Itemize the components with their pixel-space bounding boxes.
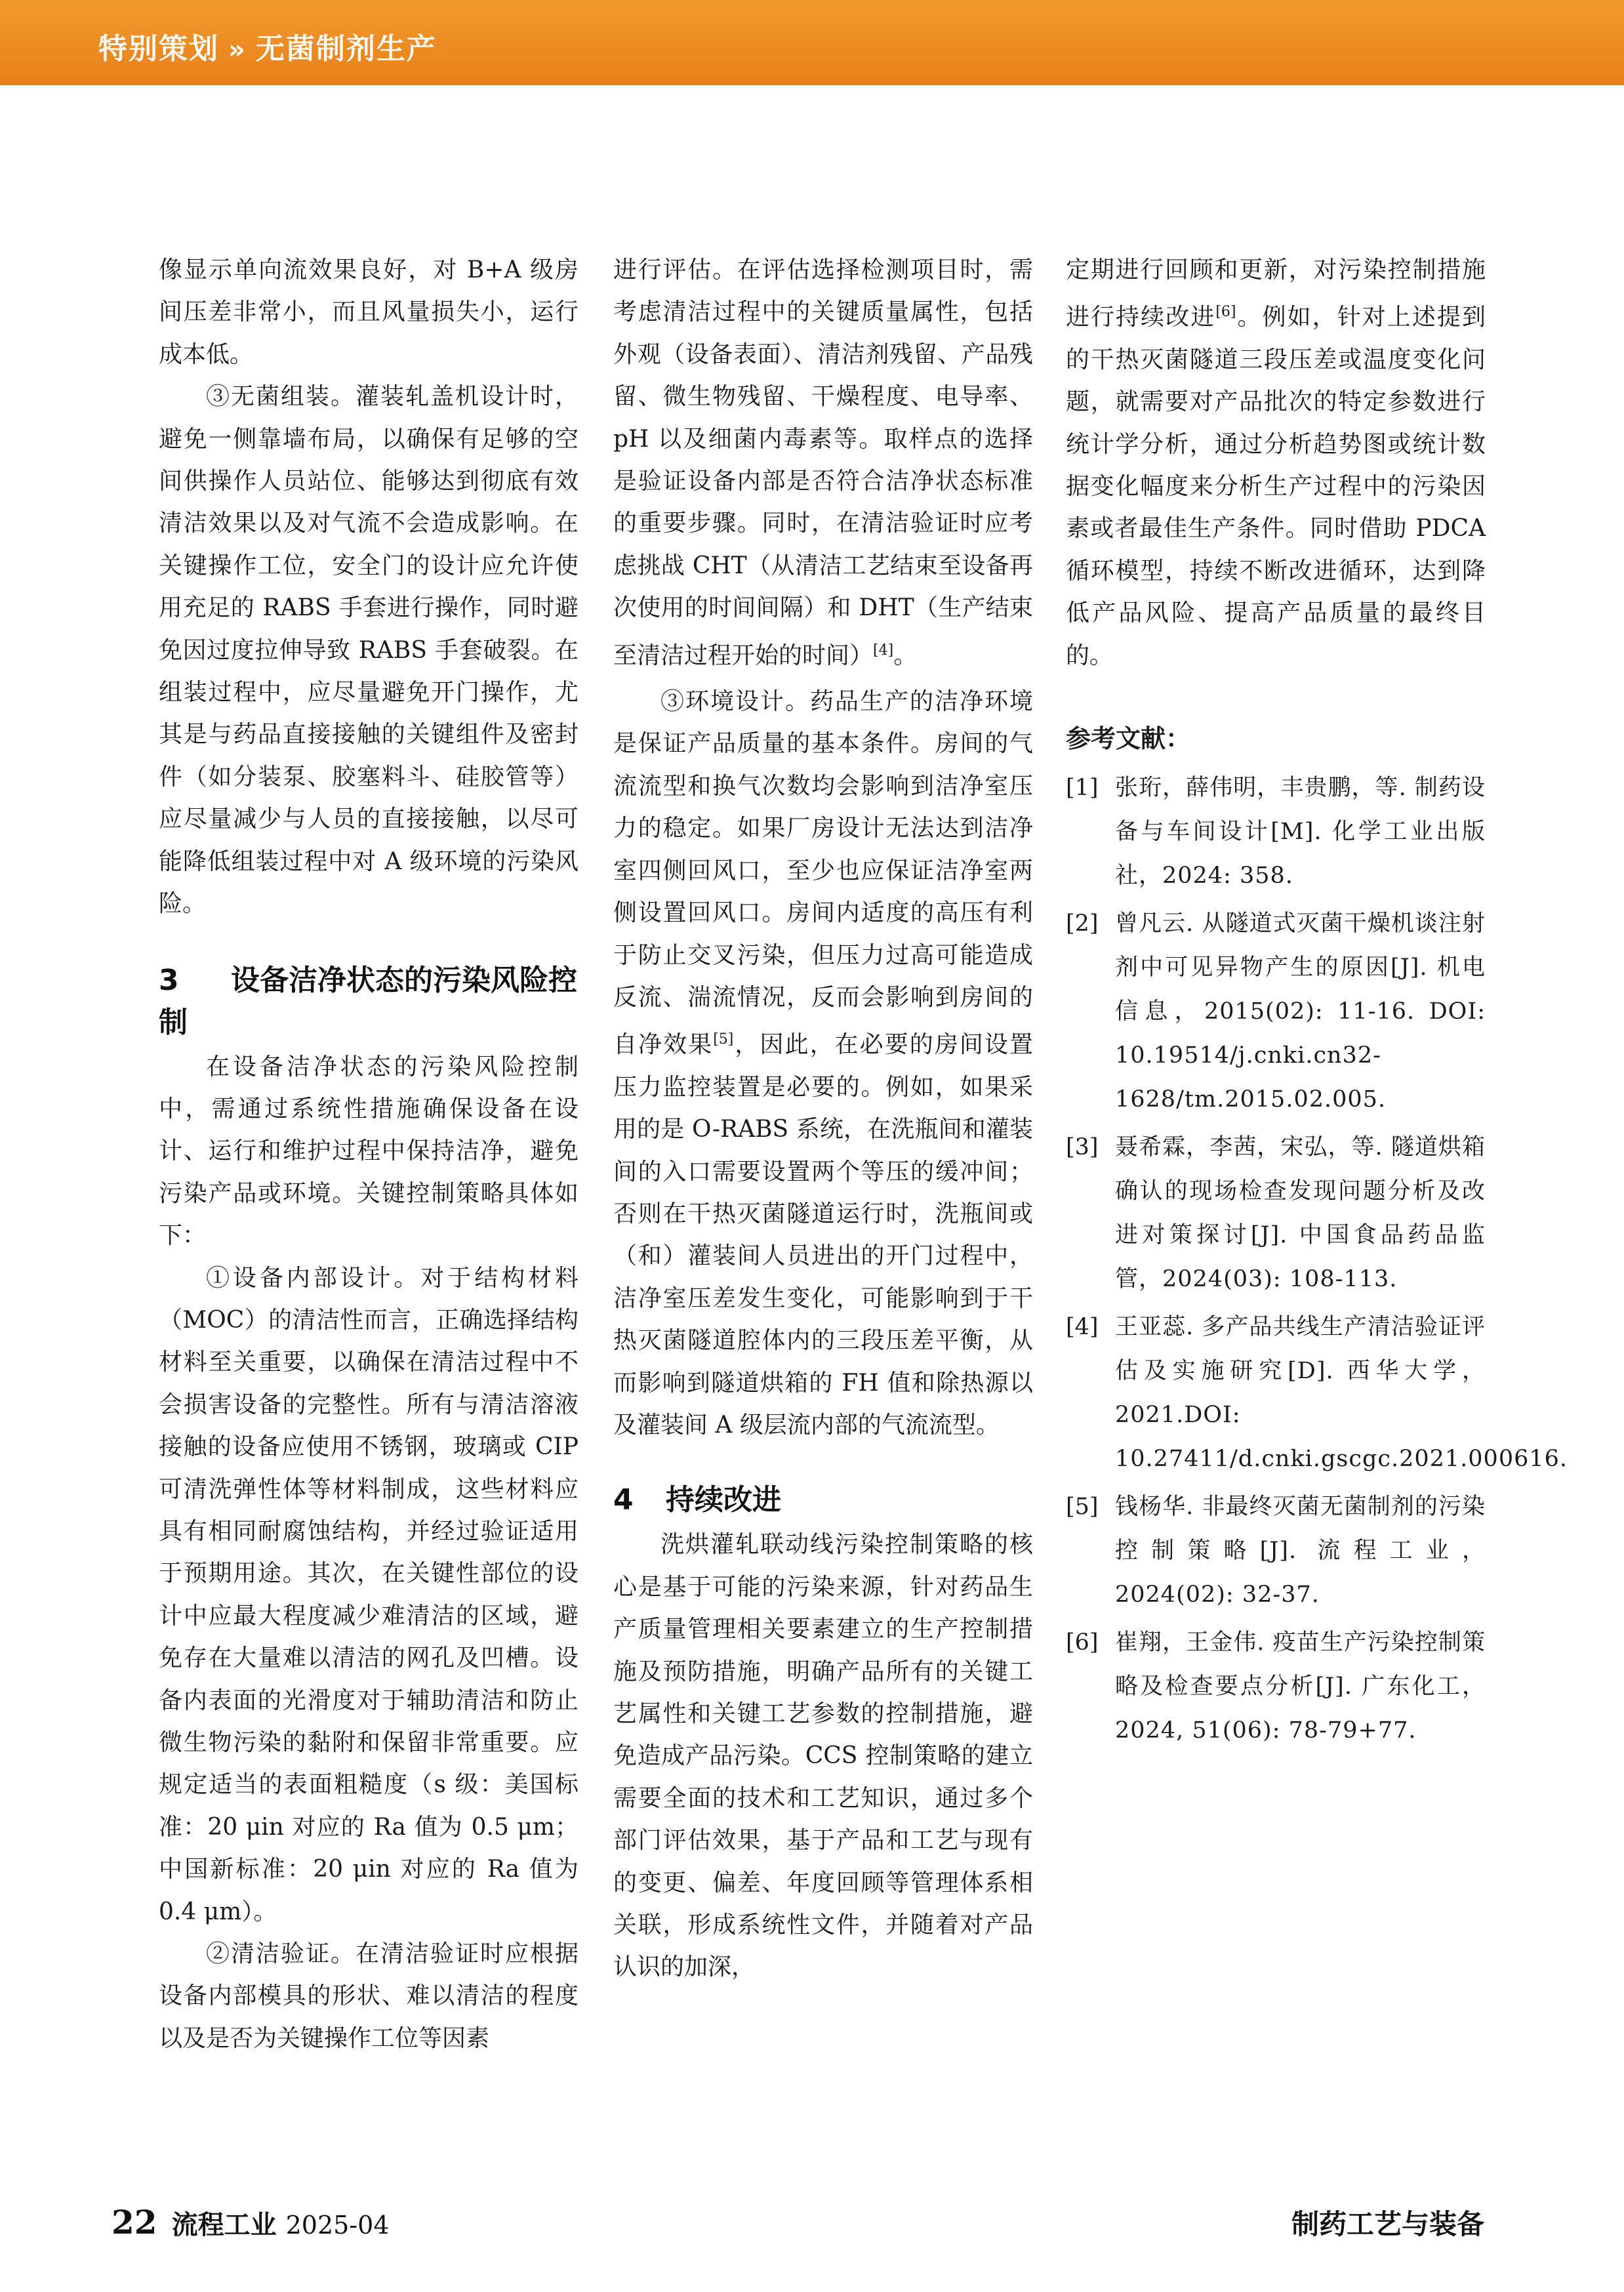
paragraph: 在设备洁净状态的污染风险控制中，需通过系统性措施确保设备在设计、运行和维护过程中保持洁净，避免污染产品或环境。关键控制策略具体如下：	[159, 1053, 579, 1250]
paragraph: 像显示单向流效果良好，对 B+A 级房间压差非常小，而且风量损失小，运行成本低。	[159, 256, 579, 368]
paragraph: ①设备内部设计。对于结构材料（MOC）的清洁性而言，正确选择结构材料至关重要，以确保在清洁过程中不会损害设备的完整性。所有与清洁溶液接触的设备应使用不锈钢，玻璃或 CIP 可清洗弹性体等材料制成，这些材料应具有相同耐腐蚀结构，并经过验证适用于预期用途。其次，在关键性部位的设计中应最大程度减少难清洁的区域，避免存在大量难以清洁的网孔及凹槽。设备内表面的光滑度对于辅助清洁和防止微生物污染的黏附和保留非常重要。应规定适当的表面粗糙度（s 级：美国标准：20 μin 对应的 Ra 值为 0.5 μm；中国新标准：20 μin 对应的 Ra 值为 0.4 μm）。	[159, 1264, 579, 1925]
reference-item	[1066, 766, 1486, 898]
chevron-double-right-icon: »	[228, 35, 247, 65]
journal-name: 流程工业	[171, 2209, 277, 2240]
section-heading-4	[613, 1479, 1033, 1521]
header-bar	[0, 0, 1624, 85]
paragraph	[1066, 249, 1486, 677]
reference-item	[1066, 1621, 1486, 1753]
reference-text: 王亚蕊. 多产品共线生产清洁验证评估及实施研究[D]. 西华大学，2021.DOI: 10.27411/d.cnki.gscgc.2021.000616.	[1115, 1314, 1568, 1473]
paragraph-text: 。	[893, 642, 918, 669]
section-number: 3	[159, 963, 179, 997]
paragraph-text: ，因此，在必要的房间设置压力监控装置是必要的。例如，如果采用的是 O-RABS 系统，在洗瓶间和灌装间的入口需要设置两个等压的缓冲间；否则在干热灭菌隧道运行时，洗瓶间或（和）灌装间人员进出的开门过程中，洁净室压差发生变化，可能影响到于干热灭菌隧道腔体内的三段压差平衡，从而影响到隧道烘箱的 FH 值和除热源以及灌装间 A 级层流内部的气流流型。	[613, 1031, 1033, 1439]
reference-text: 崔翔，王金伟. 疫苗生产污染控制策略及检查要点分析[J]. 广东化工，2024, 51(06): 78-79+77.	[1115, 1629, 1486, 1744]
paragraph	[613, 249, 1033, 677]
reference-number: [5]	[1066, 1494, 1099, 1521]
reference-item	[1066, 1305, 1568, 1481]
section-title: 设备洁净状态的污染风险控制	[159, 963, 577, 1039]
citation: [5]	[713, 1031, 734, 1048]
citation: [4]	[873, 642, 894, 659]
article-column-2	[613, 249, 1033, 1989]
citation: [6]	[1215, 304, 1236, 321]
section-title: 持续改进	[666, 1483, 781, 1517]
reference-number: [2]	[1066, 911, 1099, 937]
section-number: 4	[613, 1483, 634, 1517]
header-topic: 无菌制剂生产	[255, 32, 437, 66]
reference-text: 钱杨华. 非最终灭菌无菌制剂的污染控制策略[J]. 流程工业，2024(02): 32-37.	[1115, 1494, 1486, 1608]
reference-item	[1066, 1126, 1486, 1301]
paragraph-text: 进行评估。在评估选择检测项目时，需考虑清洁过程中的关键质量属性，包括外观（设备表面）、清洁剂残留、产品残留、微生物残留、干燥程度、电导率、pH 以及细菌内毒素等。取样点的选择是验证设备内部是否符合洁净状态标准的重要步骤。同时，在清洁验证时应考虑挑战 CHT（从清洁工艺结束至设备再次使用的时间间隔）和 DHT（生产结束至清洁过程开始的时间）	[613, 256, 1033, 669]
reference-text: 聂希霖，李茜，宋弘，等. 隧道烘箱确认的现场检查发现问题分析及改进对策探讨[J]. 中国食品药品监管，2024(03): 108-113.	[1115, 1134, 1486, 1293]
paragraph: 洗烘灌轧联动线污染控制策略的核心是基于可能的污染来源，针对药品生产质量管理相关要素建立的生产控制措施及预防措施，明确产品所有的关键工艺属性和关键工艺参数的控制措施，避免造成产品污染。CCS 控制策略的建立需要全面的技术和工艺知识，通过多个部门评估效果，基于产品和工艺与现有的变更、偏差、年度回顾等管理体系相关联，形成系统性文件，并随着对产品认识的加深，	[613, 1531, 1033, 1981]
issue-number: 2025-04	[285, 2211, 390, 2240]
reference-number: [1]	[1066, 775, 1099, 802]
section-heading-3	[159, 960, 579, 1044]
page-number: 22	[112, 2203, 157, 2241]
article-column-3	[1066, 249, 1568, 1757]
reference-text: 曾凡云. 从隧道式灭菌干燥机谈注射剂中可见异物产生的原因[J]. 机电信息，2015(02): 11-16. DOI: 10.19514/j.cnki.cn32-1628/tm.2015.02.005.	[1115, 911, 1486, 1113]
paragraph: ③无菌组装。灌装轧盖机设计时，避免一侧靠墙布局，以确保有足够的空间供操作人员站位、能够达到彻底有效清洁效果以及对气流不会造成影响。在关键操作工位，安全门的设计应允许使用充足的 RABS 手套进行操作，同时避免因过度拉伸导致 RABS 手套破裂。在组装过程中，应尽量避免开门操作，尤其是与药品直接接触的关键组件及密封件（如分装泵、胶塞料斗、硅胶管等）应尽量减少与人员的直接接触，以尽可能降低组装过程中对 A 级环境的污染风险。	[159, 383, 579, 918]
reference-text: 张珩，薛伟明，丰贵鹏，等. 制药设备与车间设计[M]. 化学工业出版社，2024: 358.	[1115, 775, 1486, 890]
references-title: 参考文献：	[1066, 724, 1191, 754]
paragraph-text: 定期进行回顾和更新，对污染控制措施进行持续改进	[1066, 256, 1486, 331]
paragraph-text: 。例如，针对上述提到的干热灭菌隧道三段压差或温度变化问题，就需要对产品批次的特定参数进行统计学分析，通过分析趋势图或统计数据变化幅度来分析生产过程中的污染因素或者最佳生产条件。同时借助 PDCA 循环模型，持续不断改进循环，达到降低产品风险、提高产品质量的最终目的。	[1066, 304, 1486, 669]
footer-left	[112, 2203, 390, 2241]
paragraph	[613, 681, 1033, 1446]
reference-item	[1066, 1485, 1486, 1617]
reference-number: [6]	[1066, 1629, 1099, 1656]
article-column-1	[159, 249, 579, 2060]
footer-column-name: 制药工艺与装备	[1291, 2208, 1484, 2240]
header-section: 特别策划	[98, 32, 219, 66]
reference-number: [4]	[1066, 1314, 1099, 1341]
header-title	[98, 25, 437, 67]
reference-number: [3]	[1066, 1134, 1099, 1161]
paragraph-text: ③环境设计。药品生产的洁净环境是保证产品质量的基本条件。房间的气流流型和换气次数均会影响到洁净室压力的稳定。如果厂房设计无法达到洁净室四侧回风口，至少也应保证洁净室两侧设置回风口。房间内适度的高压有利于防止交叉污染，但压力过高可能造成反流、湍流情况，反而会影响到房间的自净效果	[613, 688, 1033, 1059]
reference-list	[1066, 766, 1568, 1753]
reference-item	[1066, 902, 1486, 1122]
paragraph: ②清洁验证。在清洁验证时应根据设备内部模具的形状、难以清洁的程度以及是否为关键操作工位等因素	[159, 1940, 579, 2052]
